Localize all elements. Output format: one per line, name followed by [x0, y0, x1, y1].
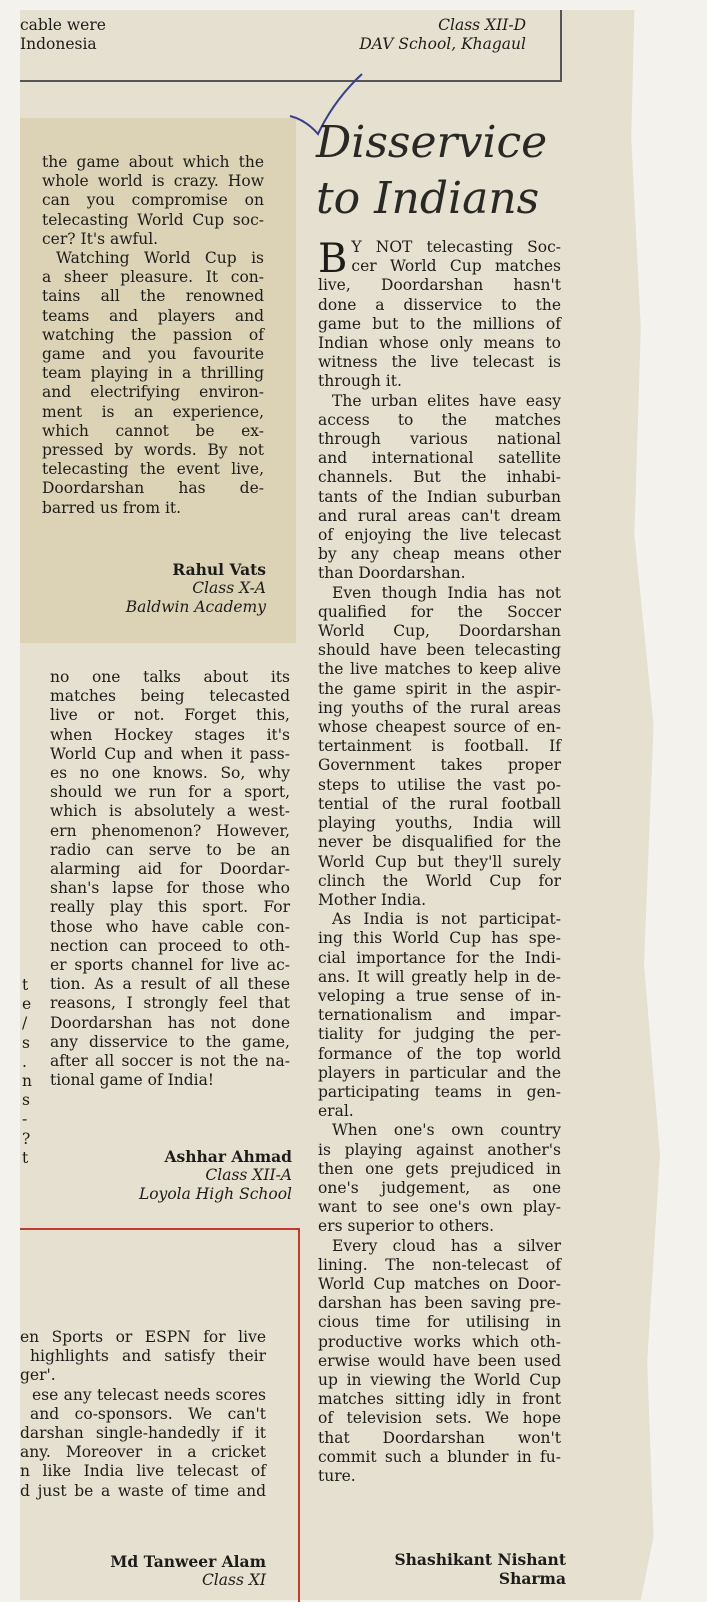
text-line: cer World Cup matches — [351, 257, 561, 276]
text-line: World Cup but they'll surely — [318, 852, 561, 871]
text-line: ers superior to others. — [318, 1217, 495, 1236]
text-line: through it. — [318, 372, 402, 391]
text-line: Y NOT telecasting Soc- — [351, 238, 561, 256]
text-line: those who have cable con- — [50, 917, 290, 936]
article-headline — [316, 115, 566, 227]
top-left-fragment — [20, 16, 130, 54]
letter-tanweer-signature — [60, 1552, 266, 1590]
text-line: highlights and satisfy their — [30, 1347, 266, 1366]
text-line: one's judgement, as one — [318, 1178, 561, 1197]
text-line: and co-sponsors. We can't — [30, 1404, 266, 1423]
text-line: really play this sport. For — [50, 898, 290, 917]
text-line: en Sports or ESPN for live — [20, 1328, 266, 1346]
text-line: Rahul Vats — [172, 560, 266, 579]
text-line: a sheer pleasure. It con- — [42, 268, 264, 287]
text-line: Class XII-D — [438, 16, 526, 34]
article-para3 — [318, 584, 561, 910]
text-line: tion. As a result of all these — [50, 975, 290, 994]
text-line: Every cloud has a silver — [332, 1236, 561, 1255]
text-line: commit such a blunder in fu- — [318, 1447, 561, 1466]
text-line: players in particular and the — [318, 1063, 561, 1082]
text-line: Class X-A — [192, 579, 266, 597]
text-line: cious time for utilising in — [318, 1313, 561, 1332]
text-line: . — [22, 1052, 27, 1071]
text-line: Doordarshan has not done — [50, 1013, 290, 1032]
text-line: tants of the Indian suburban — [318, 487, 561, 506]
text-line: Mother India. — [318, 890, 427, 909]
text-line: Disservice — [316, 117, 548, 168]
text-line: whole world is crazy. How — [42, 172, 264, 191]
text-line: than Doordarshan. — [318, 564, 466, 583]
text-line: As India is not participat- — [332, 910, 561, 929]
text-line: Watching World Cup is — [56, 249, 264, 268]
text-line: reasons, I strongly feel that — [50, 994, 290, 1013]
text-line: ing this World Cup has spe- — [318, 929, 561, 948]
text-line: n — [22, 1072, 32, 1091]
text-line: matches sitting idly in front — [318, 1390, 561, 1409]
text-line: Indonesia — [20, 35, 97, 54]
text-line: that Doordarshan won't — [318, 1428, 561, 1447]
text-line: ? — [22, 1129, 31, 1148]
text-line: tiality for judging the per- — [318, 1025, 561, 1044]
text-line: t — [22, 1148, 29, 1167]
text-line: up in viewing the World Cup — [318, 1370, 561, 1389]
text-line: nection can proceed to oth- — [50, 936, 290, 955]
text-line: is playing against another's — [318, 1140, 561, 1159]
text-line: s — [22, 1091, 30, 1110]
text-line: which is absolutely a west- — [50, 802, 290, 821]
text-line: and electrifying environ- — [42, 383, 264, 402]
text-line: er sports channel for live ac- — [50, 956, 290, 975]
text-line: ture. — [318, 1467, 356, 1485]
text-line: witness the live telecast is — [318, 353, 561, 372]
text-line: never be disqualified for the — [318, 833, 561, 852]
text-line: game but to the millions of — [318, 314, 561, 333]
text-line: t — [22, 976, 29, 994]
text-line: cer? It's awful. — [42, 229, 159, 248]
letter-tanweer-body — [20, 1328, 266, 1501]
text-line: Government takes proper — [318, 756, 561, 775]
text-line: live or not. Forget this, — [50, 706, 290, 725]
text-line: teams and players and — [42, 306, 264, 325]
text-line: which cannot be ex- — [42, 421, 264, 440]
text-line: team playing in a thrilling — [42, 364, 264, 383]
text-line: e — [22, 995, 32, 1014]
text-line: World Cup matches on Door- — [318, 1274, 561, 1293]
text-line: Baldwin Academy — [125, 598, 266, 616]
text-line: done a disservice to the — [318, 295, 561, 314]
top-signature — [330, 16, 526, 54]
text-line: World Cup and when it pass- — [50, 744, 290, 763]
text-line: live, Doordarshan hasn't — [318, 276, 561, 295]
text-line: to Indians — [316, 173, 540, 224]
text-line: World Cup, Doordarshan — [318, 622, 561, 641]
text-line: the game about which the — [42, 153, 264, 171]
letter-rahul-para2 — [42, 249, 264, 518]
text-line: tential of the rural football — [318, 794, 561, 813]
text-line: The urban elites have easy — [332, 391, 561, 410]
text-line: ing youths of the rural areas — [318, 698, 561, 717]
article-para1 — [318, 238, 561, 392]
text-line: / — [22, 1014, 28, 1033]
text-line: darshan has been saving pre- — [318, 1294, 561, 1313]
text-line: channels. But the inhabi- — [318, 468, 561, 487]
letter-ashhar-body — [50, 668, 290, 1090]
text-line: should we run for a sport, — [50, 783, 290, 802]
text-line: want to see one's own play- — [318, 1198, 561, 1217]
text-line: DAV School, Khagaul — [359, 35, 526, 53]
text-line: whose cheapest source of en- — [318, 718, 561, 737]
text-line: s — [22, 1033, 30, 1052]
text-line: Doordarshan has de- — [42, 479, 264, 498]
text-line: access to the matches — [318, 410, 561, 429]
drop-cap: B — [318, 236, 348, 282]
text-line: Indian whose only means to — [318, 334, 561, 353]
text-line: watching the passion of — [42, 325, 264, 344]
text-line: playing youths, India will — [318, 814, 561, 833]
text-line: matches being telecasted — [50, 687, 290, 706]
text-line: Ashhar Ahmad — [164, 1147, 292, 1166]
text-line: any. Moreover in a cricket — [20, 1443, 266, 1462]
text-line: Md Tanweer Alam — [110, 1552, 266, 1571]
text-line: and rural areas can't dream — [318, 506, 561, 525]
text-line: should have been telecasting — [318, 641, 561, 660]
article-para2 — [318, 392, 561, 584]
text-line: Class XII-A — [205, 1166, 292, 1184]
letter-ashhar-signature — [80, 1147, 292, 1204]
text-line: ese any telecast needs scores — [32, 1385, 266, 1404]
text-line: and international satellite — [318, 449, 561, 468]
article-para4 — [318, 910, 561, 1121]
letter-rahul-signature — [60, 560, 266, 617]
text-line: productive works which oth- — [318, 1332, 561, 1351]
text-line: Shashikant Nishant — [394, 1550, 566, 1569]
text-line: the live matches to keep alive — [318, 660, 561, 679]
text-line: tional game of India! — [50, 1071, 215, 1090]
text-line: through various national — [318, 430, 561, 449]
letter-rahul-para1 — [42, 153, 264, 249]
text-line: any disservice to the game, — [50, 1032, 290, 1051]
text-line: tertainment is football. If — [318, 737, 561, 756]
text-line: steps to utilise the vast po- — [318, 775, 561, 794]
margin-fragments — [22, 976, 36, 1168]
text-line: cable were — [20, 16, 106, 34]
text-line: ternationalism and impar- — [318, 1006, 561, 1025]
text-line: when Hockey stages it's — [50, 725, 290, 744]
text-line: qualified for the Soccer — [318, 602, 561, 621]
article-signature — [330, 1550, 566, 1588]
text-line: the game spirit in the aspir- — [318, 679, 561, 698]
text-line: alarming aid for Doordar- — [50, 860, 290, 879]
text-line: eral. — [318, 1102, 354, 1121]
text-line: darshan single-handedly if it — [20, 1424, 266, 1443]
text-line: of television sets. We hope — [318, 1409, 561, 1428]
text-line: barred us from it. — [42, 498, 182, 517]
text-line: ern phenomenon? However, — [50, 821, 290, 840]
text-line: can you compromise on — [42, 191, 264, 210]
letter-rahul-body — [42, 153, 264, 518]
text-line: cial importance for the Indi- — [318, 948, 561, 967]
text-line: veloping a true sense of in- — [318, 986, 561, 1005]
text-line: game and you favourite — [42, 345, 264, 364]
text-line: participating teams in gen- — [318, 1082, 561, 1101]
text-line: ans. It will greatly help in de- — [318, 967, 561, 986]
text-line: after all soccer is not the na- — [50, 1052, 290, 1071]
article-para6 — [318, 1237, 561, 1487]
text-line: ment is an experience, — [42, 402, 264, 421]
text-line: telecasting World Cup soc- — [42, 210, 264, 229]
text-line: formance of the top world — [318, 1044, 561, 1063]
text-line: Loyola High School — [138, 1185, 292, 1203]
text-line: es no one knows. So, why — [50, 764, 290, 783]
text-line: pressed by words. By not — [42, 441, 264, 460]
text-line: lining. The non-telecast of — [318, 1255, 561, 1274]
text-line: When one's own country — [332, 1121, 561, 1140]
article-body — [318, 238, 561, 1486]
text-line: Class XI — [201, 1571, 266, 1589]
text-line: Sharma — [498, 1569, 566, 1588]
text-line: by any cheap means other — [318, 545, 561, 564]
text-line: Even though India has not — [332, 583, 561, 602]
text-line: tains all the renowned — [42, 287, 264, 306]
text-line: shan's lapse for those who — [50, 879, 290, 898]
text-line: then one gets prejudiced in — [318, 1159, 561, 1178]
article-para5 — [318, 1121, 561, 1236]
text-line: erwise would have been used — [318, 1351, 561, 1370]
text-line: radio can serve to be an — [50, 840, 290, 859]
text-line: of enjoying the live telecast — [318, 526, 561, 545]
text-line: ger'. — [20, 1366, 56, 1385]
text-line: d just be a waste of time and — [20, 1481, 266, 1500]
text-line: - — [22, 1110, 28, 1129]
text-line: n like India live telecast of — [20, 1462, 266, 1481]
text-line: clinch the World Cup for — [318, 871, 561, 890]
text-line: telecasting the event live, — [42, 460, 264, 479]
text-line: no one talks about its — [50, 668, 290, 686]
